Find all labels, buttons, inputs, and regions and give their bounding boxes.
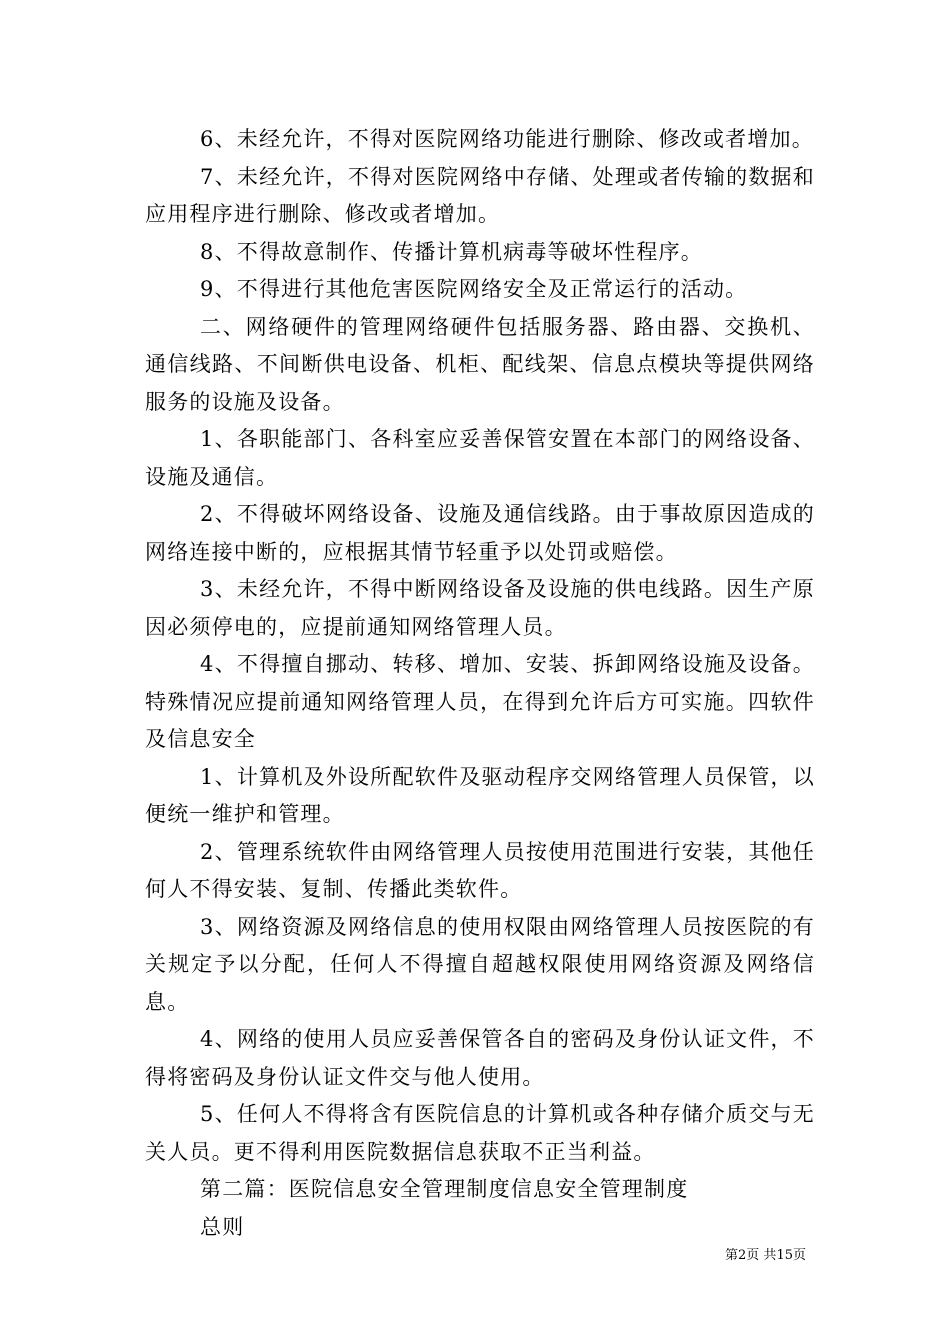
paragraph: 8、不得故意制作、传播计算机病毒等破坏性程序。 [200, 239, 703, 264]
page-number-footer [725, 1248, 806, 1264]
paragraph: 3、网络资源及网络信息的使用权限由网络管理人员按医院的有关规定予以分配，任何人不得擅自超越权限使用网络资源及网络信息。 [145, 914, 815, 1014]
paragraph: 6、未经允许，不得对医院网络功能进行删除、修改或者增加。 [200, 127, 814, 151]
footer-middle: 页 共 [746, 1248, 777, 1263]
paragraph: 2、管理系统软件由网络管理人员按使用范围进行安装，其他任何人不得安装、复制、传播此类软件。 [145, 839, 815, 901]
footer-prefix: 第 [725, 1248, 739, 1263]
paragraph: 4、网络的使用人员应妥善保管各自的密码及身份认证文件，不得将密码及身份认证文件交与他人使用。 [145, 1027, 815, 1089]
paragraph: 二、网络硬件的管理网络硬件包括服务器、路由器、交换机、通信线路、不间断供电设备、机柜、配线架、信息点模块等提供网络服务的设施及设备。 [145, 314, 815, 414]
paragraph: 2、不得破坏网络设备、设施及通信线路。由于事故原因造成的网络连接中断的，应根据其情节轻重予以处罚或赔偿。 [145, 502, 815, 564]
total-page-count: 15 [776, 1248, 793, 1263]
document-body [145, 121, 815, 1246]
paragraph: 4、不得擅自挪动、转移、增加、安装、拆卸网络设施及设备。特殊情况应提前通知网络管理人员，在得到允许后方可实施。四软件及信息安全 [145, 652, 815, 751]
current-page-number: 2 [738, 1248, 747, 1263]
paragraph: 7、未经允许，不得对医院网络中存储、处理或者传输的数据和应用程序进行删除、修改或者增加。 [145, 164, 815, 226]
paragraph: 9、不得进行其他危害医院网络安全及正常运行的活动。 [200, 277, 748, 301]
paragraph: 1、各职能部门、各科室应妥善保管安置在本部门的网络设备、设施及通信。 [145, 427, 815, 489]
paragraph: 1、计算机及外设所配软件及驱动程序交网络管理人员保管，以便统一维护和管理。 [145, 764, 815, 826]
section-subheading: 总则 [200, 1214, 245, 1239]
footer-suffix: 页 [792, 1248, 806, 1263]
section-heading: 第二篇：医院信息安全管理制度信息安全管理制度 [200, 1177, 689, 1201]
paragraph: 5、任何人不得将含有医院信息的计算机或各种存储介质交与无关人员。更不得利用医院数据信息获取不正当利益。 [145, 1102, 815, 1164]
paragraph: 3、未经允许，不得中断网络设备及设施的供电线路。因生产原因必须停电的，应提前通知网络管理人员。 [145, 577, 815, 639]
